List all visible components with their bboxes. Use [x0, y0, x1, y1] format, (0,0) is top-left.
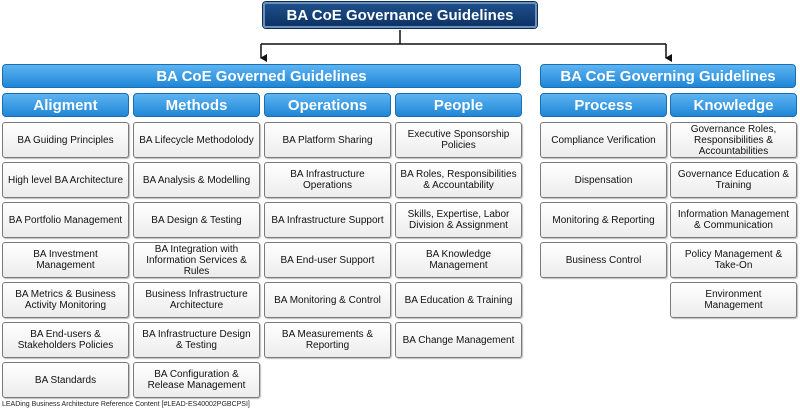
- people-item: BA Education & Training: [395, 282, 522, 318]
- column-header-process: Process: [540, 93, 667, 117]
- methods-item: BA Configuration & Release Management: [133, 362, 260, 398]
- knowledge-item: Information Management & Communication: [670, 202, 797, 238]
- column-header-operations: Operations: [264, 93, 391, 117]
- operations-item: BA End-user Support: [264, 242, 391, 278]
- operations-item: BA Infrastructure Support: [264, 202, 391, 238]
- alignment-item: BA End-users & Stakeholders Policies: [2, 322, 129, 358]
- people-item: BA Change Management: [395, 322, 522, 358]
- process-item: Dispensation: [540, 162, 667, 198]
- people-item: BA Knowledge Management: [395, 242, 522, 278]
- alignment-item: BA Metrics & Business Activity Monitoring: [2, 282, 129, 318]
- process-item: Monitoring & Reporting: [540, 202, 667, 238]
- knowledge-item: Governance Education & Training: [670, 162, 797, 198]
- operations-item: BA Measurements & Reporting: [264, 322, 391, 358]
- methods-item: BA Infrastructure Design & Testing: [133, 322, 260, 358]
- people-item: Skills, Expertise, Labor Division & Assignment: [395, 202, 522, 238]
- alignment-item: High level BA Architecture: [2, 162, 129, 198]
- methods-item: Business Infrastructure Architecture: [133, 282, 260, 318]
- governing-guidelines-band: BA CoE Governing Guidelines: [540, 64, 796, 88]
- process-item: Compliance Verification: [540, 122, 667, 158]
- governed-guidelines-band: BA CoE Governed Guidelines: [2, 64, 521, 88]
- column-header-people: People: [395, 93, 522, 117]
- methods-item: BA Lifecycle Methodolody: [133, 122, 260, 158]
- process-item: Business Control: [540, 242, 667, 278]
- people-item: Executive Sponsorship Policies: [395, 122, 522, 158]
- operations-item: BA Infrastructure Operations: [264, 162, 391, 198]
- knowledge-item: Governance Roles, Responsibilities & Accountabilities: [670, 122, 797, 158]
- people-item: BA Roles, Responsibilities & Accountability: [395, 162, 522, 198]
- operations-item: BA Platform Sharing: [264, 122, 391, 158]
- column-header-knowledge: Knowledge: [670, 93, 797, 117]
- diagram-title: BA CoE Governance Guidelines: [263, 2, 537, 28]
- footer-reference: LEADing Business Architecture Reference Content [#LEAD-ES40002PGBCPSI]: [2, 401, 250, 408]
- knowledge-item: Environment Management: [670, 282, 797, 318]
- methods-item: BA Integration with Information Services & Rules: [133, 242, 260, 278]
- methods-item: BA Design & Testing: [133, 202, 260, 238]
- alignment-item: BA Guiding Principles: [2, 122, 129, 158]
- column-header-methods: Methods: [133, 93, 260, 117]
- alignment-item: BA Portfolio Management: [2, 202, 129, 238]
- methods-item: BA Analysis & Modelling: [133, 162, 260, 198]
- alignment-item: BA Investment Management: [2, 242, 129, 278]
- knowledge-item: Policy Management & Take-On: [670, 242, 797, 278]
- operations-item: BA Monitoring & Control: [264, 282, 391, 318]
- column-header-alignment: Aligment: [2, 93, 129, 117]
- alignment-item: BA Standards: [2, 362, 129, 398]
